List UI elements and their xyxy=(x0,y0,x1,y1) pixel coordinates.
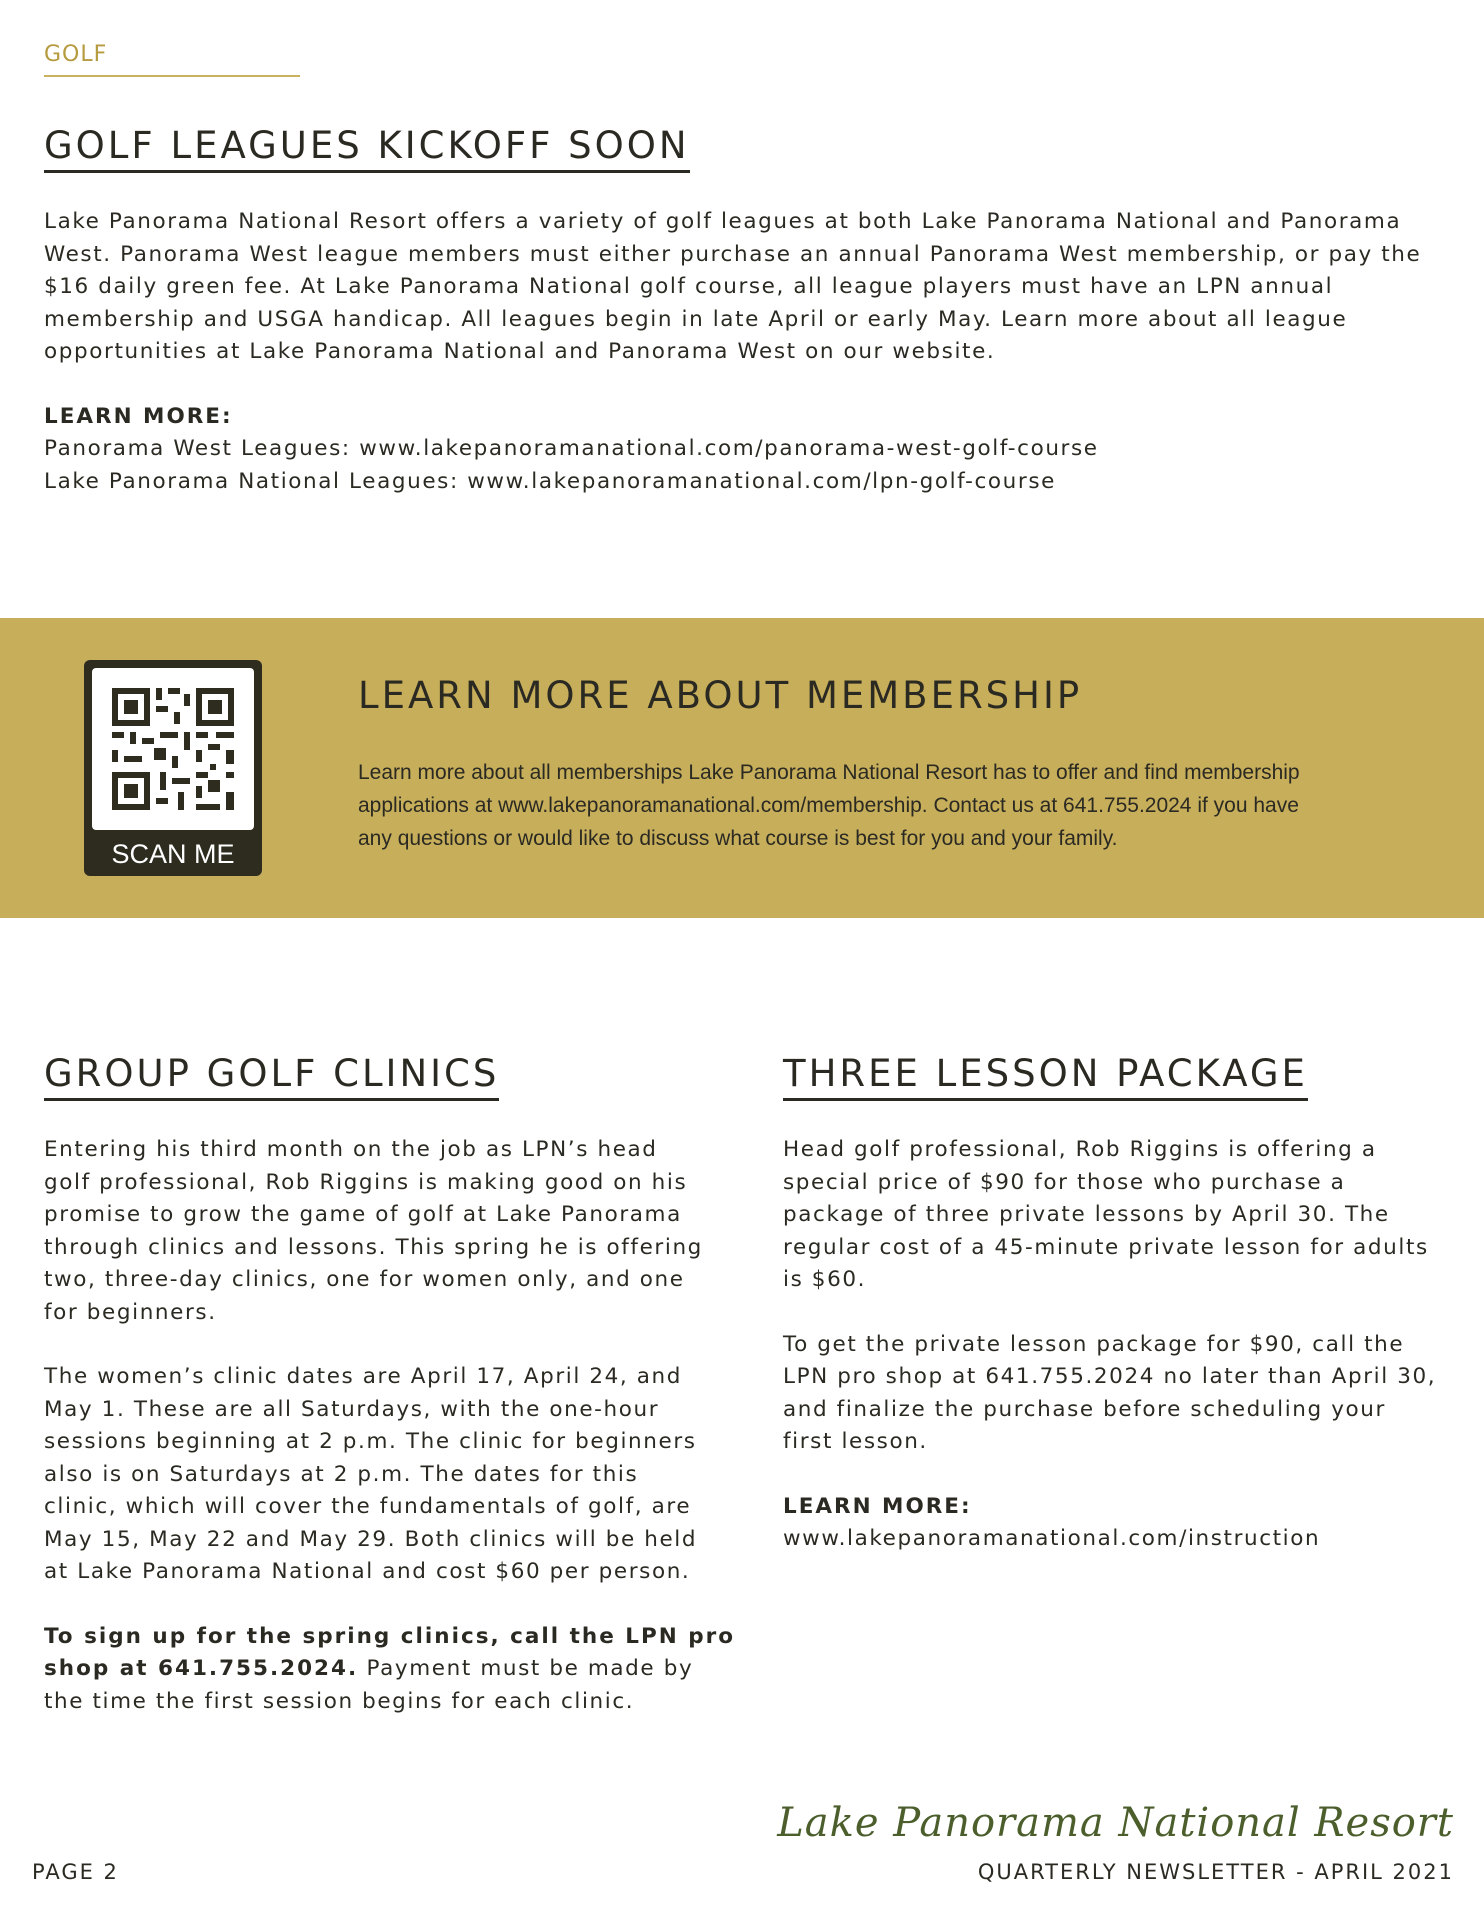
clinics-line: the time the first session begins for each clinic. xyxy=(44,1688,635,1714)
clinics-line: for beginners. xyxy=(44,1299,217,1325)
clinics-line: through clinics and lessons. This spring he is offering xyxy=(44,1234,703,1260)
qr-code-card[interactable] xyxy=(84,660,262,876)
membership-banner xyxy=(0,618,1484,918)
clinics-signup-line-2 xyxy=(44,1653,744,1686)
instruction-link[interactable]: www.lakepanoramanational.com/instruction xyxy=(783,1526,1321,1551)
clinics-line: at Lake Panorama National and cost $60 per person. xyxy=(44,1559,691,1584)
lpn-leagues-link[interactable]: Lake Panorama National Leagues: www.lakepanoramanational.com/lpn-golf-course xyxy=(44,468,1056,494)
leagues-body xyxy=(44,206,1464,498)
leagues-title: GOLF LEAGUES KICKOFF SOON xyxy=(44,124,690,173)
leagues-learn-more-label: LEARN MORE: xyxy=(44,403,233,429)
clinics-line: The women’s clinic dates are April 17, April 24, and xyxy=(44,1364,683,1389)
clinics-signup-phone: shop at 641.755.2024. xyxy=(44,1656,359,1681)
clinics-signup-line: To sign up for the spring clinics, call the LPN pro xyxy=(44,1623,735,1649)
lessons-title: THREE LESSON PACKAGE xyxy=(783,1052,1308,1101)
clinics-line: also is on Saturdays at 2 p.m. The dates for this xyxy=(44,1461,639,1487)
clinics-line: May 15, May 22 and May 29. Both clinics will be held xyxy=(44,1526,698,1552)
clinics-line: golf professional, Rob Riggins is making good on his xyxy=(44,1169,688,1195)
clinics-title: GROUP GOLF CLINICS xyxy=(44,1052,499,1101)
clinics-line: sessions beginning at 2 p.m. The clinic for beginners xyxy=(44,1429,697,1454)
resort-logo: Lake Panorama National Resort xyxy=(777,1800,1454,1846)
lessons-line: is $60. xyxy=(783,1267,867,1292)
membership-title: LEARN MORE ABOUT MEMBERSHIP xyxy=(358,674,1083,717)
leagues-line: Lake Panorama National Resort offers a variety of golf leagues at both Lake Panorama National and Panorama xyxy=(44,209,1402,234)
clinics-line: Entering his third month on the job as LPN’s head xyxy=(44,1137,658,1162)
membership-line: Learn more about all memberships Lake Panorama National Resort has to offer and find membership xyxy=(358,761,1300,784)
lessons-learn-more-label: LEARN MORE: xyxy=(783,1493,972,1519)
leagues-line: opportunities at Lake Panorama National and Panorama West on our website. xyxy=(44,339,996,364)
clinics-line: May 1. These are all Saturdays, with the one-hour xyxy=(44,1396,660,1422)
clinics-line: clinic, which will cover the fundamentals of golf, are xyxy=(44,1494,692,1519)
clinics-line: two, three-day clinics, one for women only, and one xyxy=(44,1267,685,1292)
lessons-line: first lesson. xyxy=(783,1429,928,1454)
scan-me-label: SCAN ME xyxy=(111,839,235,869)
leagues-line: $16 daily green fee. At Lake Panorama National golf course, all league players must have an LPN annual xyxy=(44,274,1334,299)
qr-code-icon xyxy=(92,668,254,830)
membership-line: any questions or would like to discuss what course is best for you and your family. xyxy=(358,827,1118,850)
lessons-line: and finalize the purchase before scheduling your xyxy=(783,1396,1386,1422)
lessons-line: Head golf professional, Rob Riggins is offering a xyxy=(783,1137,1377,1162)
page-number: PAGE 2 xyxy=(32,1860,119,1884)
leagues-line: West. Panorama West league members must either purchase an annual Panorama West membership, or pay the xyxy=(44,241,1422,267)
lessons-line: LPN pro shop at 641.755.2024 no later than April 30, xyxy=(783,1364,1437,1389)
panorama-west-leagues-link[interactable]: Panorama West Leagues: www.lakepanoramanational.com/panorama-west-golf-course xyxy=(44,436,1099,461)
lessons-line: special price of $90 for those who purchase a xyxy=(783,1169,1346,1195)
clinics-payment-text: Payment must be made by xyxy=(358,1656,694,1681)
lessons-line: regular cost of a 45-minute private lesson for adults xyxy=(783,1234,1429,1260)
section-tag: GOLF xyxy=(44,42,300,77)
lessons-line: To get the private lesson package for $90, call the xyxy=(783,1331,1405,1357)
membership-line: applications at www.lakepanoramanational.com/membership. Contact us at 641.755.2024 if you have xyxy=(358,794,1299,817)
membership-text xyxy=(358,756,1438,855)
clinics-line: promise to grow the game of golf at Lake Panorama xyxy=(44,1202,682,1227)
clinics-body xyxy=(44,1134,744,1718)
leagues-line: membership and USGA handicap. All leagues begin in late April or early May. Learn more about all league xyxy=(44,306,1348,332)
newsletter-label: QUARTERLY NEWSLETTER - APRIL 2021 xyxy=(977,1860,1454,1884)
lessons-line: package of three private lessons by April 30. The xyxy=(783,1202,1390,1227)
lessons-body xyxy=(783,1134,1463,1556)
